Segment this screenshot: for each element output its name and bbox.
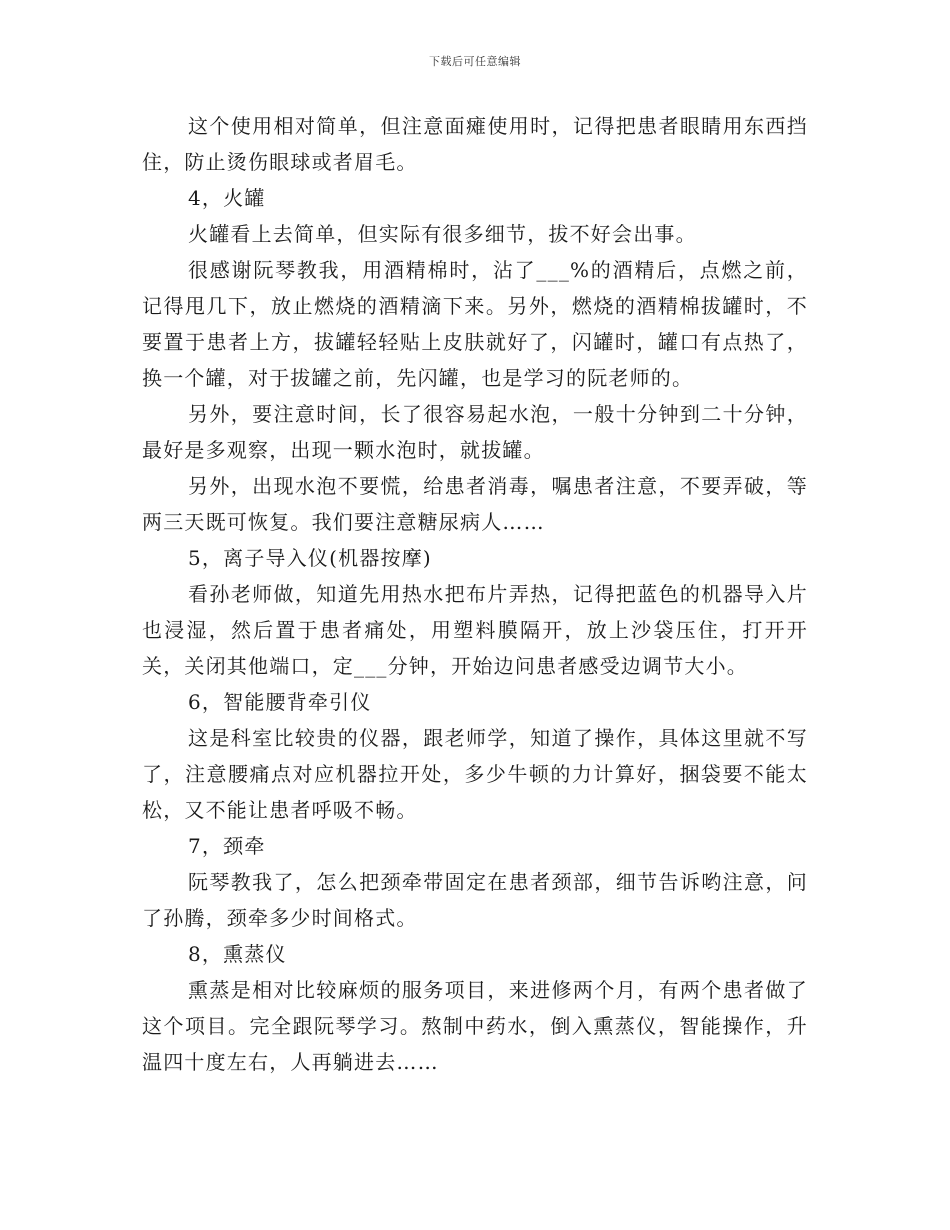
paragraph: 火罐看上去简单，但实际有很多细节，拔不好会出事。 (188, 222, 697, 246)
section-heading-traction: 6，智能腰背牵引仪 (188, 690, 372, 714)
section-heading-neck-traction: 7，颈牵 (188, 834, 266, 858)
paragraph: 阮琴教我了，怎么把颈牵带固定在患者颈部，细节告诉哟注意，问了孙腾，颈牵多少时间格式。 (142, 870, 808, 930)
paragraph: 另外，要注意时间，长了很容易起水泡，一般十分钟到二十分钟，最好是多观察，出现一颗水泡时，就拔罐。 (142, 402, 808, 462)
paragraph-intro: 这个使用相对简单，但注意面瘫使用时，记得把患者眼睛用东西挡住，防止烫伤眼球或者眉毛。 (142, 114, 808, 174)
document-body (142, 108, 808, 1080)
paragraph: 看孙老师做，知道先用热水把布片弄热，记得把蓝色的机器导入片也浸湿，然后置于患者痛处，用塑料膜隔开，放上沙袋压住，打开开关，关闭其他端口，定___分钟，开始边问患者感受边调节大小。 (142, 582, 808, 678)
paragraph: 这是科室比较贵的仪器，跟老师学，知道了操作，具体这里就不写了，注意腰痛点对应机器拉开处，多少牛顿的力计算好，捆袋要不能太松，又不能让患者呼吸不畅。 (142, 726, 808, 822)
section-heading-fire-cupping: 4，火罐 (188, 186, 266, 210)
section-heading-fumigation: 8，熏蒸仪 (188, 942, 287, 966)
paragraph: 很感谢阮琴教我，用酒精棉时，沾了___%的酒精后，点燃之前，记得甩几下，放止燃烧的酒精滴下来。另外，燃烧的酒精棉拔罐时，不要置于患者上方，拔罐轻轻贴上皮肤就好了，闪罐时，罐口有点热了，换一个罐，对于拔罐之前，先闪罐，也是学习的阮老师的。 (142, 258, 808, 390)
section-heading-ion-introduction: 5，离子导入仪(机器按摩) (188, 546, 432, 570)
paragraph: 另外，出现水泡不要慌，给患者消毒，嘱患者注意，不要弄破，等两三天既可恢复。我们要注意糖尿病人…… (142, 474, 808, 534)
paragraph: 熏蒸是相对比较麻烦的服务项目，来进修两个月，有两个患者做了这个项目。完全跟阮琴学习。熬制中药水，倒入熏蒸仪，智能操作，升温四十度左右，人再躺进去…… (142, 978, 808, 1074)
page-header: 下载后可任意编辑 (429, 55, 521, 68)
